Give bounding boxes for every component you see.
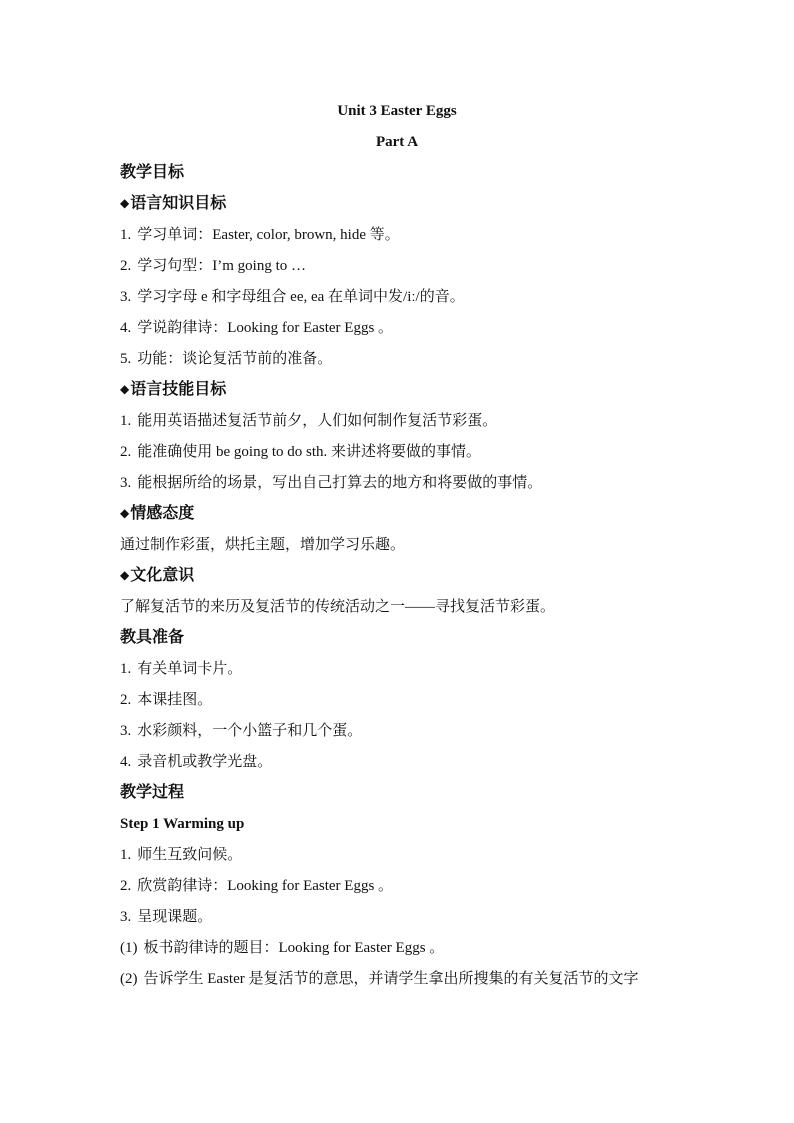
list-item (120, 318, 680, 338)
list-item-text: 录音机或教学光盘。 (137, 754, 273, 770)
list-item-text: 师生互致问候。 (137, 847, 243, 863)
list-item (120, 256, 680, 276)
list-item-number: 3. (120, 909, 132, 925)
diamond-bullet-icon: ◆ (120, 568, 130, 582)
list-item (120, 411, 680, 431)
list-item-number: 5. (120, 351, 132, 367)
list-item-text: 能准确使用 be going to do sth. 来讲述将要做的事情。 (137, 444, 481, 460)
list-item-number: 2. (120, 692, 132, 708)
heading-culture (120, 566, 680, 586)
list-item (120, 752, 680, 772)
sub-list-item-number: (1) (120, 940, 138, 956)
paragraph-attitude: 通过制作彩蛋，烘托主题，增加学习乐趣。 (120, 537, 406, 553)
list-item (120, 690, 680, 710)
list-item-text: 欣赏韵律诗：Looking for Easter Eggs 。 (137, 878, 394, 894)
paragraph-culture: 了解复活节的来历及复活节的传统活动之一——寻找复活节彩蛋。 (120, 599, 556, 615)
heading-process: 教学过程 (120, 784, 185, 801)
list-item (120, 659, 680, 679)
list-item-text: 有关单词卡片。 (137, 661, 243, 677)
document-content (120, 101, 680, 989)
heading-attitude-label: 情感态度 (130, 505, 195, 522)
list-item-text: 学习句型：I’m going to … (137, 258, 306, 274)
list-item-number: 1. (120, 227, 132, 243)
heading-teaching-goals: 教学目标 (120, 164, 185, 181)
heading-attitude (120, 504, 680, 524)
list-item-text: 学说韵律诗：Looking for Easter Eggs 。 (137, 320, 394, 336)
sub-list-item-number: (2) (120, 971, 138, 987)
list-item-text: 水彩颜料，一个小篮子和几个蛋。 (137, 723, 363, 739)
list-item-text: 能用英语描述复活节前夕，人们如何制作复活节彩蛋。 (137, 413, 498, 429)
list-item-number: 1. (120, 413, 132, 429)
sub-list-item-text: 告诉学生 Easter 是复活节的意思，并请学生拿出所搜集的有关复活节的文字 (143, 971, 639, 987)
list-item-text: 能根据所给的场景，写出自己打算去的地方和将要做的事情。 (137, 475, 543, 491)
list-item-number: 1. (120, 847, 132, 863)
list-item-text: 学习字母 e 和字母组合 ee, ea 在单词中发/iː/的音。 (137, 289, 465, 305)
list-item (120, 287, 680, 307)
list-item (120, 225, 680, 245)
document-title: Unit 3 Easter Eggs (337, 103, 457, 119)
list-item (120, 349, 680, 369)
list-item-number: 2. (120, 258, 132, 274)
list-item-number: 3. (120, 723, 132, 739)
list-item-text: 呈现课题。 (137, 909, 213, 925)
sub-list-item (120, 938, 680, 958)
sub-list-item-text: 板书韵律诗的题目：Looking for Easter Eggs 。 (143, 940, 445, 956)
sub-list-item (120, 969, 680, 989)
list-item-number: 4. (120, 320, 132, 336)
heading-step-1: Step 1 Warming up (120, 816, 245, 832)
list-item (120, 907, 680, 927)
heading-culture-label: 文化意识 (130, 567, 195, 584)
list-item-number: 3. (120, 289, 132, 305)
list-item-number: 3. (120, 475, 132, 491)
list-item (120, 845, 680, 865)
list-item-number: 4. (120, 754, 132, 770)
list-item-number: 2. (120, 878, 132, 894)
list-item-number: 2. (120, 444, 132, 460)
list-item-text: 学习单词：Easter, color, brown, hide 等。 (137, 227, 400, 243)
heading-language-skills-label: 语言技能目标 (130, 381, 227, 398)
heading-language-knowledge (120, 194, 680, 214)
list-item-number: 1. (120, 661, 132, 677)
document-subtitle: Part A (375, 134, 419, 150)
list-item (120, 721, 680, 741)
diamond-bullet-icon: ◆ (120, 196, 130, 210)
diamond-bullet-icon: ◆ (120, 506, 130, 520)
heading-language-knowledge-label: 语言知识目标 (130, 195, 227, 212)
heading-language-skills (120, 380, 680, 400)
list-item-text: 本课挂图。 (137, 692, 213, 708)
list-item (120, 876, 680, 896)
diamond-bullet-icon: ◆ (120, 382, 130, 396)
list-item (120, 442, 680, 462)
list-item-text: 功能：谈论复活节前的准备。 (137, 351, 333, 367)
list-item (120, 473, 680, 493)
heading-materials: 教具准备 (120, 629, 185, 646)
